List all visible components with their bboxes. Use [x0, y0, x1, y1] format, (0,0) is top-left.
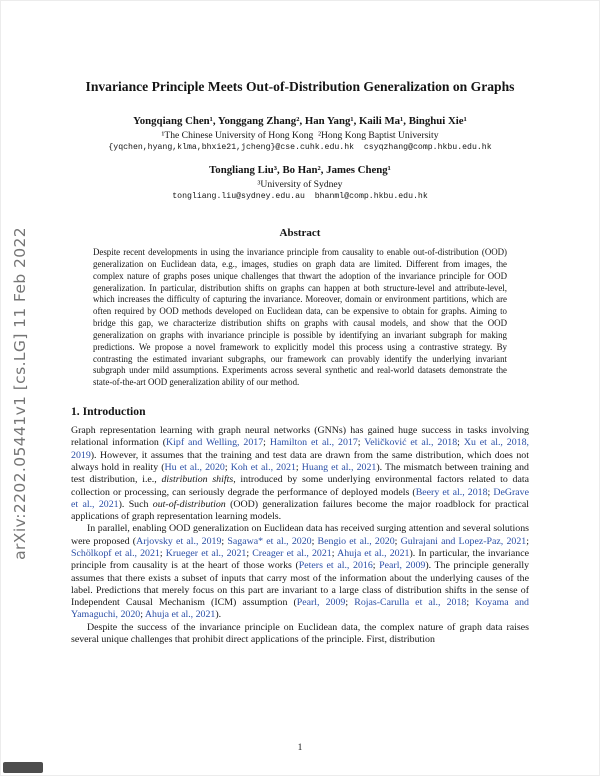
citation-link[interactable]: Arjovsky et al., 2019 [136, 535, 222, 547]
citation-link[interactable]: Gulrajani and Lopez-Paz, 2021 [400, 535, 527, 547]
paper-title: Invariance Principle Meets Out-of-Distribution Generalization on Graphs [85, 79, 515, 94]
citation-link[interactable]: Pearl, 2009 [379, 560, 426, 572]
arxiv-stamp [7, 223, 33, 563]
author-line-2: Tongliang Liu³, Bo Han², James Cheng¹ [209, 164, 391, 176]
emails-line-2: tongliang.liu@sydney.edu.au bhanml@comp.hkbu.edu.hk [172, 192, 428, 201]
citation-link[interactable]: Peters et al., 2016 [298, 560, 373, 572]
viewer-status-artifact [3, 762, 43, 773]
citation-link[interactable]: Kipf and Welling, 2017 [166, 437, 264, 449]
citation-link[interactable]: Beery et al., 2018 [415, 486, 488, 498]
citation-link[interactable]: Creager et al., 2021 [252, 547, 332, 559]
introduction-body [71, 425, 529, 646]
citation-link[interactable]: Xu et al., 2018, 2019 [71, 437, 530, 461]
body-paragraph: Despite the success of the invariance principle on Euclidean data, the complex nature of graph data raises several unique challenges that prohibit direct applications of the principle. First, distribution [71, 621, 529, 645]
emphasized-text: out-of-distribution [152, 498, 226, 510]
affiliation-line-2: ³University of Sydney [257, 179, 343, 190]
citation-link[interactable]: Hamilton et al., 2017 [269, 437, 358, 449]
citation-link[interactable]: Huang et al., 2021 [301, 461, 377, 473]
citation-link[interactable]: Koyama and Yamaguchi, 2020 [71, 597, 529, 621]
body-paragraph: Graph representation learning with graph neural networks (GNNs) has gained huge success in tasks involving relational information (Kipf and Welling, 2017; Hamilton et al., 2017; Veličković et al., 2018; Xu et al., 2018, 2019). However, it assumes that the training and test data are drawn from the same distribution, which does not always hold in reality (Hu et al., 2020; Koh et al., 2021; Huang et al., 2021). The mismatch between training and test distribution, i.e., distribution shifts, introduced by some underlying environmental factors related to data collection or processing, can seriously degrade the performance of deployed models (Beery et al., 2018; DeGrave et al., 2021). Such out-of-distribution (OOD) generalization failures become the major roadblock for practical applications of graph representation learning models. [71, 425, 530, 523]
abstract-text: Despite recent developments in using the invariance principle from causality to enable out-of-distribution (OOD) generalization on Euclidean data, e.g., images, studies on graph data are limited. Different from images, the complex nature of graphs poses unique challenges that thwart the adoption of the invariance principle for OOD generalization. In particular, distribution shifts on graphs can happen at both structure-level and attribute-level, which increases the difficulty of capturing the invariance. Moreover, domain or environment partitions, which are often required by OOD methods developed on Euclidean data, can be expensive to obtain for graphs. Aiming to bridge this gap, we characterize distribution shifts on graphs with causal models, and show that the OOD generalization on graphs with invariance principle is possible by identifying an invariant subgraph for making predictions. We propose a novel framework to explicitly model this process using a contrastive strategy. By contrasting the estimated invariant subgraphs, our framework can provably identify the underlying invariant subgraph under mild assumptions. Experiments across several synthetic and real-world datasets demonstrate the state-of-the-art OOD generalization ability of our method. [93, 247, 507, 388]
citation-link[interactable]: Pearl, 2009 [296, 597, 346, 609]
citation-link[interactable]: DeGrave et al., 2021 [71, 486, 529, 510]
page-number: 1 [297, 743, 303, 753]
citation-link[interactable]: Bengio et al., 2020 [317, 535, 395, 547]
emphasized-text: distribution shifts [161, 474, 234, 486]
citation-link[interactable]: Schölkopf et al., 2021 [71, 547, 160, 559]
citation-link[interactable]: Veličković et al., 2018 [364, 437, 458, 449]
citation-link[interactable]: Rojas-Carulla et al., 2018 [354, 597, 467, 609]
citation-link[interactable]: Koh et al., 2021 [230, 461, 296, 473]
emails-line-1: {yqchen,hyang,klma,bhxie21,jcheng}@cse.cuhk.edu.hk csyqzhang@comp.hkbu.edu.hk [108, 143, 492, 152]
citation-link[interactable]: Hu et al., 2020 [164, 461, 225, 473]
author-line-1: Yongqiang Chen¹, Yonggang Zhang², Han Yang¹, Kaili Ma¹, Binghui Xie¹ [133, 115, 467, 127]
citation-link[interactable]: Krueger et al., 2021 [165, 547, 247, 559]
citation-link[interactable]: Ahuja et al., 2021 [337, 547, 410, 559]
arxiv-stamp-label: arXiv:2202.05441v1 [cs.LG] 11 Feb 2022 [11, 226, 29, 560]
affiliation-line-1: ¹The Chinese University of Hong Kong ²Hong Kong Baptist University [161, 130, 439, 141]
citation-link[interactable]: Sagawa* et al., 2020 [227, 535, 312, 547]
citation-link[interactable]: Ahuja et al., 2021 [144, 609, 216, 621]
abstract-heading: Abstract [279, 227, 321, 239]
body-paragraph: In parallel, enabling OOD generalization on Euclidean data has received surging attention and several solutions were proposed (Arjovsky et al., 2019; Sagawa* et al., 2020; Bengio et al., 2020; Gulrajani and Lopez-Paz, 2021; Schölkopf et al., 2021; Krueger et al., 2021; Creager et al., 2021; Ahuja et al., 2021). In particular, the invariance principle from causality is at the heart of those works (Peters et al., 2016; Pearl, 2009). The principle generally assumes that there exists a subset of inputs that carry most of the information about the underlying causes of the label. Predictions that merely focus on this part are invariant to a large class of distribution shifts in the sense of Independent Causal Mechanism (ICM) assumption (Pearl, 2009; Rojas-Carulla et al., 2018; Koyama and Yamaguchi, 2020; Ahuja et al., 2021). [71, 523, 530, 621]
section-heading-introduction: 1. Introduction [71, 405, 146, 419]
